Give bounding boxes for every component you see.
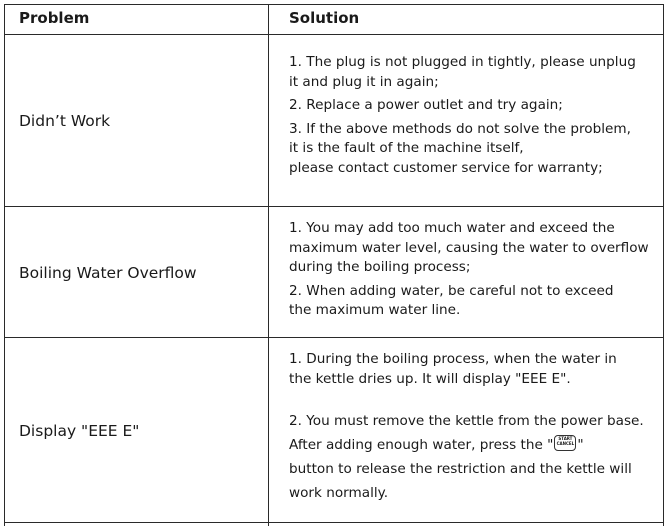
solution-step: 1. The plug is not plugged in tightly, please unplug it and plug it in again;	[289, 54, 636, 90]
start-cancel-button-icon: START CANCEL	[554, 435, 576, 451]
row-divider-2	[4, 337, 664, 338]
solution-step: 2. When adding water, be careful not to exceed the maximum water line.	[289, 282, 614, 318]
header-solution: Solution	[289, 9, 360, 27]
solution-step: 3. If the above methods do not solve the problem, it is the fault of the machine itself, please contact customer service for warranty;	[289, 120, 631, 176]
row-divider-3	[4, 522, 664, 523]
solution-step: 2. You must remove the kettle from the power base. After adding enough water, press the " START CANCEL " button to release the restriction and the kettle will work normally.	[289, 413, 644, 501]
problem-display-eee-e: Display "EEE E"	[19, 422, 140, 440]
problem-boiling-water-overflow: Boiling Water Overflow	[19, 264, 197, 282]
table-border-top	[4, 4, 664, 5]
header-divider	[4, 34, 664, 35]
table-border-right	[663, 4, 664, 526]
solution-boiling-water-overflow	[289, 219, 659, 321]
solution-display-eee-e	[289, 349, 659, 505]
solution-step: 1. You may add too much water and exceed the maximum water level, causing the water to overflow during the boiling process;	[289, 220, 649, 275]
solution-step: 2. Replace a power outlet and try again;	[289, 97, 563, 113]
problem-didnt-work: Didn’t Work	[19, 112, 111, 130]
row-divider-1	[4, 206, 664, 207]
header-problem: Problem	[19, 9, 90, 27]
column-divider	[268, 4, 269, 526]
table-border-left	[4, 4, 5, 526]
solution-step: 1. During the boiling process, when the water in the kettle dries up. It will display "EEE E".	[289, 351, 617, 387]
solution-didnt-work	[289, 53, 659, 178]
